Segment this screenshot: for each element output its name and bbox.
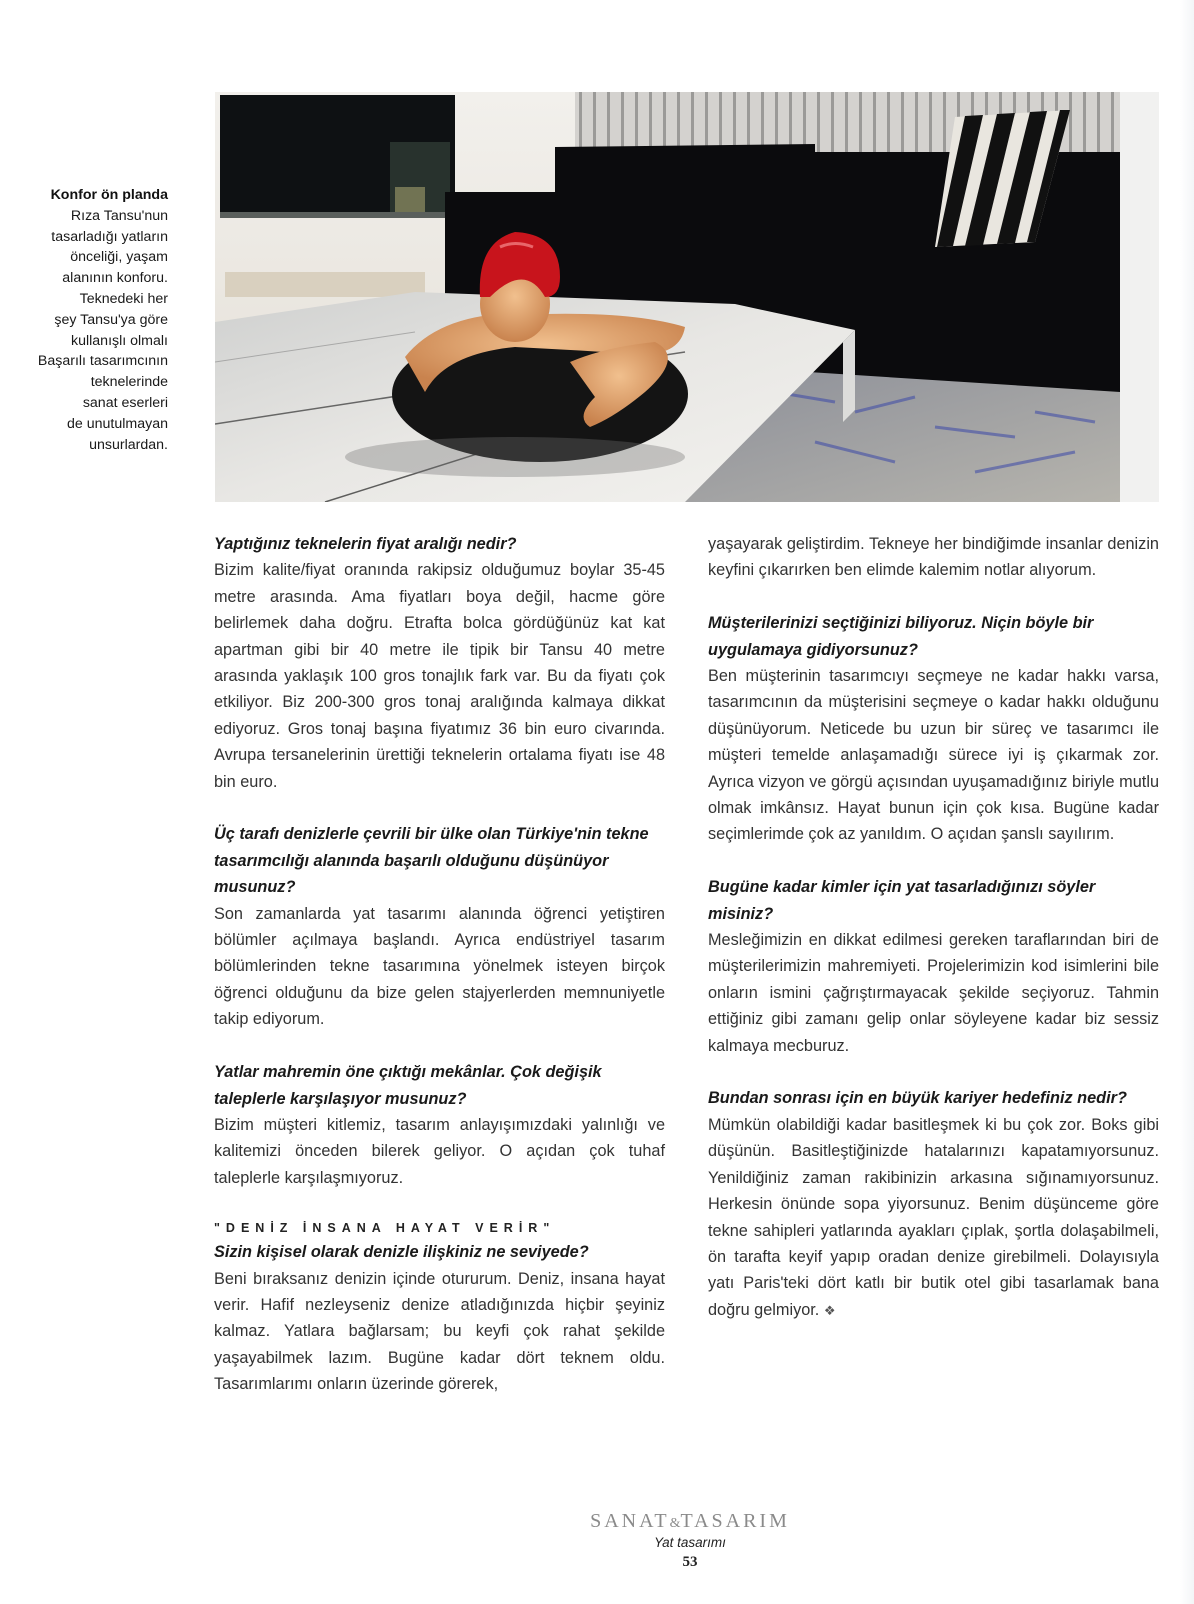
section-kicker: "DENİZ İNSANA HAYAT VERİR" [214,1221,556,1236]
interview-answer: yaşayarak geliştirdim. Tekneye her bindiğimde insanlar denizin keyfini çıkarırken ben elimde kalemim notlar alıyorum. [708,535,1159,580]
caption-line: unsurlardan. [89,436,168,453]
caption-line: Teknedeki her [79,290,168,307]
feature-photo [215,92,1159,502]
caption-line: alanının konforu. [62,270,168,287]
interview-question: Sizin kişisel olarak denizle ilişkiniz ne seviyede? [214,1243,589,1262]
interview-answer: Bizim müşteri kitlemiz, tasarım anlayışımızdaki yalınlığı ve kalitemizi önceden bilerek geliyor. O açıdan çok tuhaf taleplerle karşılaşmıyoruz. [214,1115,665,1187]
caption-line: de unutulmayan [67,415,168,432]
section-name: Yat tasarımı [654,1535,726,1550]
caption-line: şey Tansu'ya göre [54,311,168,328]
interview-answer [708,1112,1159,1324]
interview-answer: Ben müşterinin tasarımcıyı seçmeye ne kadar hakkı varsa, tasarımcının da müşterisini seçmeye o kadar hakkı olduğunu düşünüyorum. Neticede bu uzun bir süreç ve tasarımcı ile müşteri temelde anlaşamadığı sürece iyi iş çıkarmak zor. Ayrıca vizyon ve görgü açısından uyuşamadığınız biriyle mutlu olmak imkânsız. Hayat bunun için çok kısa. Bugüne kadar seçimlerimde çok az yanıldım. O açıdan şanslı sayılırım. [708,667,1159,844]
photo-illustration [215,92,1159,502]
interview-question: Bundan sonrası için en büyük kariyer hedefiniz nedir? [708,1089,1127,1108]
page-number: 53 [682,1554,698,1570]
magazine-brand [540,1510,840,1535]
caption-line: tasarladığı yatların [51,228,168,245]
interview-question: Bugüne kadar kimler için yat tasarladığınızı söyler misiniz? [708,878,1096,923]
photo-caption [10,185,168,455]
page-edge-shadow [1180,0,1194,1604]
interview-answer: Son zamanlarda yat tasarımı alanında öğrenci yetiştiren bölümler açılmaya başlandı. Ayrıca endüstriyel tasarım bölümlerinden tekne tasarımına yönelmek isteyen birçok öğrenci olduğunu da bize gelen stajyerlerden memnuniyetle takip ediyorum. [214,904,665,1029]
caption-line: önceliği, yaşam [70,249,168,266]
caption-title: Konfor ön planda [50,187,168,203]
caption-line: kullanışlı olmalı [71,332,168,349]
article-column-right [708,531,1159,1324]
caption-line: Başarılı tasarımcının [37,353,168,370]
caption-line: teknelerinde [90,374,168,391]
article-column-left [214,531,665,1398]
interview-answer: Beni bıraksanız denizin içinde otururum. Deniz, insana hayat verir. Hafif nezleyseniz denize atladığınızda hiçbir şeyiniz kalmaz. Yatlara bağlarsam; bu keyfi çok rahat şekilde yaşayabilmek lazım. Bugüne kadar dört teknem oldu. Tasarımlarımı onların üzerinde görerek, [214,1269,665,1394]
page-footer [540,1510,840,1573]
brand-right: TASARIM [680,1510,790,1532]
photo-vent [225,272,425,297]
end-of-article-icon: ❖ [823,1302,836,1318]
brand-ampersand: & [669,1516,681,1531]
interview-question: Yatlar mahremin öne çıktığı mekânlar. Çok değişik taleplerle karşılaşıyor musunuz? [214,1063,602,1108]
interview-question: Yaptığınız teknelerin fiyat aralığı nedir? [214,535,517,553]
caption-line: sanat eserleri [82,394,168,411]
brand-left: SANAT [590,1510,670,1532]
caption-line: Rıza Tansu'nun [70,207,168,224]
interview-question: Müşterilerinizi seçtiğinizi biliyoruz. Niçin böyle bir uygulamaya gidiyorsunuz? [708,614,1094,659]
interview-answer: Bizim kalite/fiyat oranında rakipsiz olduğumuz boylar 35-45 metre arasında. Ama fiyatları boya değil, hacme göre belirlemek daha doğru. Etrafta bolca gördüğünüz kat kat apartman gibi bir 40 metre ile tipik bir Tansu 40 metre arasında yaklaşık 100 gros tonajlık fark var. Bu da fiyatı çok etkiliyor. Biz 200-300 gros tonaj aralığında kalmaya dikkat ediyoruz. Gros tonaj başına fiyatımız 36 bin euro civarında. Avrupa tersanelerinin ürettiği teknelerin ortalama fiyatı ise 48 bin euro. [214,561,665,791]
answer-text: Mümkün olabildiği kadar basitleşmek ki bu çok zor. Boks gibi düşünün. Basitleştiğinizde hatalarınızı kapatamıyorsunuz. Yenildiğiniz zaman rakibinizin arkasına sığınamıyorsunuz. Herkesin önünde sopa yiyorsunuz. Benim düşünceme göre tekne sahipleri yatlarında ayakları çıplak, şortla dolaşabilmeli, ön tarafta keyif yapıp oradan denize girebilmeli. Dolayısıyla yatı Paris'teki dört katlı bir butik otel gibi tasarlamak bana doğru gelmiyor. [708,1115,1159,1319]
interview-answer: Mesleğimizin en dikkat edilmesi gereken taraflarından biri de müşterilerimizin mahremiyeti. Projelerimizin kod isimlerini bile onların ismini çağrıştırmayacak şekilde seçiyoruz. Tahmin ettiğiniz gibi zamanı gelip onlar söyleyene kadar biz sessiz kalmaya mecburuz. [708,931,1159,1055]
interview-question: Üç tarafı denizlerle çevrili bir ülke olan Türkiye'nin tekne tasarımcılığı alanında başarılı olduğunu düşünüyor musunuz? [214,825,649,897]
